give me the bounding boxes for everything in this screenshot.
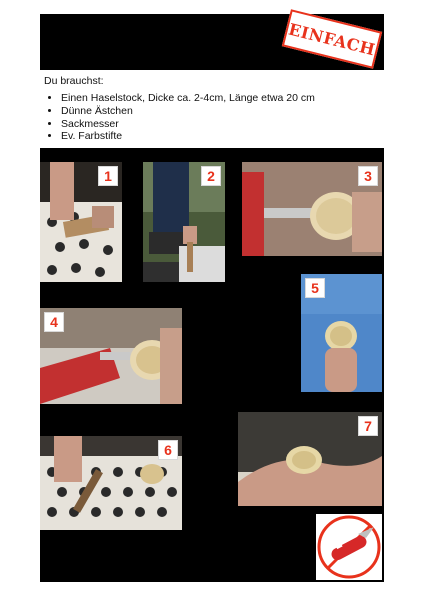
step-photo-1 — [40, 162, 122, 282]
materials-box — [40, 70, 384, 148]
step-number: 4 — [44, 312, 64, 332]
difficulty-label: EINFACH — [286, 19, 378, 59]
step-photo-2 — [143, 162, 225, 282]
step-number: 3 — [358, 166, 378, 186]
step-photo-3 — [242, 162, 382, 256]
step-number: 6 — [158, 440, 178, 460]
materials-item: • Ev. Farbstifte — [61, 130, 315, 143]
step-number: 7 — [358, 416, 378, 436]
step-photo-4 — [40, 308, 182, 404]
step-number: 5 — [305, 278, 325, 298]
materials-list — [40, 92, 315, 143]
step-photo-7 — [238, 412, 382, 506]
step-number: 1 — [98, 166, 118, 186]
step-photo-6 — [40, 436, 182, 530]
materials-heading: Du brauchst: — [44, 75, 104, 87]
step-number: 2 — [201, 166, 221, 186]
materials-item: • Einen Haselstock, Dicke ca. 2-4cm, Länge etwa 20 cm — [61, 92, 315, 105]
pocket-knife-icon — [316, 514, 382, 580]
materials-item: • Dünne Ästchen — [61, 105, 315, 118]
materials-item: • Sackmesser — [61, 118, 315, 131]
step-photo-5 — [301, 274, 382, 392]
